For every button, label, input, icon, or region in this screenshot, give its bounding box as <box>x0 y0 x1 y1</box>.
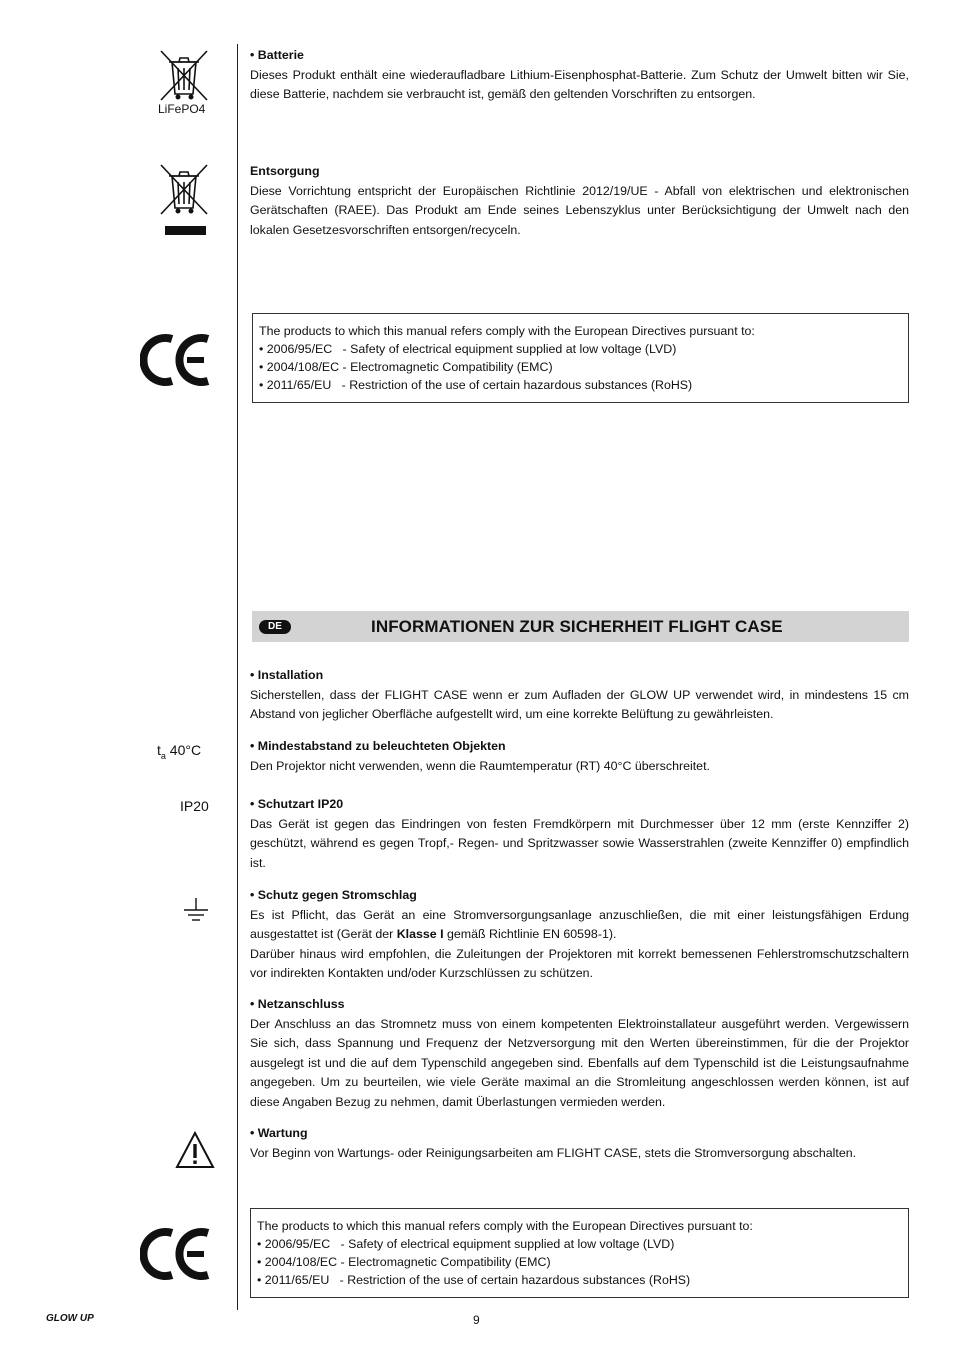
ce-compliance-box <box>250 1208 909 1298</box>
section-heading: Entsorgung <box>250 164 320 178</box>
section-schutzart <box>250 795 909 873</box>
section-batterie <box>250 46 909 105</box>
ce-mark-icon <box>140 333 212 387</box>
language-badge: DE <box>259 620 291 634</box>
ce-directive-item: • 2004/108/EC - Electromagnetic Compatibility (EMC) <box>259 360 553 374</box>
section-body: Diese Vorrichtung entspricht der Europäischen Richtlinie 2012/19/UE - Abfall von elektrischen und elektronischen Gerätschaften (RAEE). Das Produkt am Ende seines Lebenszyklus unter Berücksichtigung der Umwelt nach den lokalen Gesetzesvorschriften entsorgen/recyceln. <box>250 183 909 237</box>
section-heading: • Wartung <box>250 1126 308 1140</box>
section-body: Den Projektor nicht verwenden, wenn die Raumtemperatur (RT) 40°C überschreitet. <box>250 758 710 773</box>
section-heading: • Mindestabstand zu beleuchteten Objekten <box>250 739 506 753</box>
section-body: Das Gerät ist gegen das Eindringen von festen Fremdkörpern mit Durchmesser über 12 mm (erste Kennziffer 2) geschützt, während es gegen Tropf,- Regen- und Spritzwasser sowie Wasserstrahlen (zweite Kennziffer 0) empfindlich ist. <box>250 816 909 870</box>
ce-intro: The products to which this manual refers comply with the European Directives pursuant to: <box>259 324 755 338</box>
section-body: Dieses Produkt enthält eine wiederaufladbare Lithium-Eisenphosphat-Batterie. Zum Schutz der Umwelt bitten wir Sie, diese Batterie, nachdem sie verbraucht ist, gemäß den geltenden Vorschriften zu entsorgen. <box>250 67 909 101</box>
section-stromschlag <box>250 886 909 984</box>
section-banner <box>252 611 909 642</box>
battery-type-label: LiFePO4 <box>158 102 206 116</box>
ce-directive-item: • 2006/95/EC - Safety of electrical equipment supplied at low voltage (LVD) <box>259 342 677 356</box>
ce-directive-item: • 2004/108/EC - Electromagnetic Compatibility (EMC) <box>257 1255 551 1269</box>
section-heading: • Schutzart IP20 <box>250 797 344 811</box>
footer-product-name: GLOW UP <box>46 1313 94 1324</box>
ambient-temperature-label: $t_a$ 40°C <box>157 742 202 761</box>
page-number: 9 <box>473 1313 480 1327</box>
weee-bin-icon <box>157 162 211 238</box>
ce-directive-item: • 2006/95/EC - Safety of electrical equipment supplied at low voltage (LVD) <box>257 1237 675 1251</box>
ip-rating-label: IP20 <box>180 798 209 814</box>
section-heading: • Batterie <box>250 48 304 62</box>
section-body: Der Anschluss an das Stromnetz muss von einem kompetenten Elektroinstallateur ausgeführt werden. Vergewissern Sie sich, dass Spannung und Frequenz der Netzversorgung mit den Werten übereinstimmen, für die der Projektor ausgelegt ist und die auf dem Typenschild angegeben sind. Ebenfalls auf dem Typenschild ist die Leistungsaufnahme angegeben. Um zu beurteilen, wie viele Geräte maximal an die Stromleitung angeschlossen werden können, ist auf diese Angaben Bezug zu nehmen, damit Überlastungen vermieden werden. <box>250 1016 909 1109</box>
section-body: Vor Beginn von Wartungs- oder Reinigungsarbeiten am FLIGHT CASE, stets die Stromversorgung abschalten. <box>250 1145 857 1160</box>
section-mindestabstand <box>250 737 909 776</box>
ce-mark-icon <box>140 1227 212 1281</box>
ce-directive-item: • 2011/65/EU - Restriction of the use of certain hazardous substances (RoHS) <box>257 1273 691 1287</box>
warning-icon <box>175 1131 215 1169</box>
section-heading: • Netzanschluss <box>250 997 345 1011</box>
ce-compliance-box <box>252 313 909 403</box>
weee-bin-icon <box>157 48 211 104</box>
ce-intro: The products to which this manual refers comply with the European Directives pursuant to: <box>257 1219 753 1233</box>
margin-divider <box>237 44 238 1310</box>
section-heading: • Schutz gegen Stromschlag <box>250 888 417 902</box>
banner-title: INFORMATIONEN ZUR SICHERHEIT FLIGHT CASE <box>371 617 783 636</box>
section-heading: • Installation <box>250 668 324 682</box>
ground-icon <box>183 897 209 923</box>
section-body: Sicherstellen, dass der FLIGHT CASE wenn er zum Aufladen der GLOW UP verwendet wird, in mindestens 15 cm Abstand von jeglicher Oberfläche aufgestellt wird, um eine korrekte Belüftung zu gewährleisten. <box>250 687 909 721</box>
section-installation <box>250 666 909 725</box>
ce-directive-item: • 2011/65/EU - Restriction of the use of certain hazardous substances (RoHS) <box>259 378 693 392</box>
section-body: Es ist Pflicht, das Gerät an eine Stromversorgungsanlage anzuschließen, die mit einer leistungsfähigen Erdung ausgestattet ist (Gerät der Klasse I gemäß Richtlinie EN 60598-1). <box>250 907 909 941</box>
section-wartung <box>250 1124 909 1163</box>
section-body: Darüber hinaus wird empfohlen, die Zuleitungen der Projektoren mit korrekt bemessenen Fehlerstromschutzschaltern vor indirekten Kontakten und/oder Kurzschlüssen zu schützen. <box>250 946 909 980</box>
section-entsorgung <box>250 162 909 240</box>
section-netzanschluss <box>250 995 909 1112</box>
